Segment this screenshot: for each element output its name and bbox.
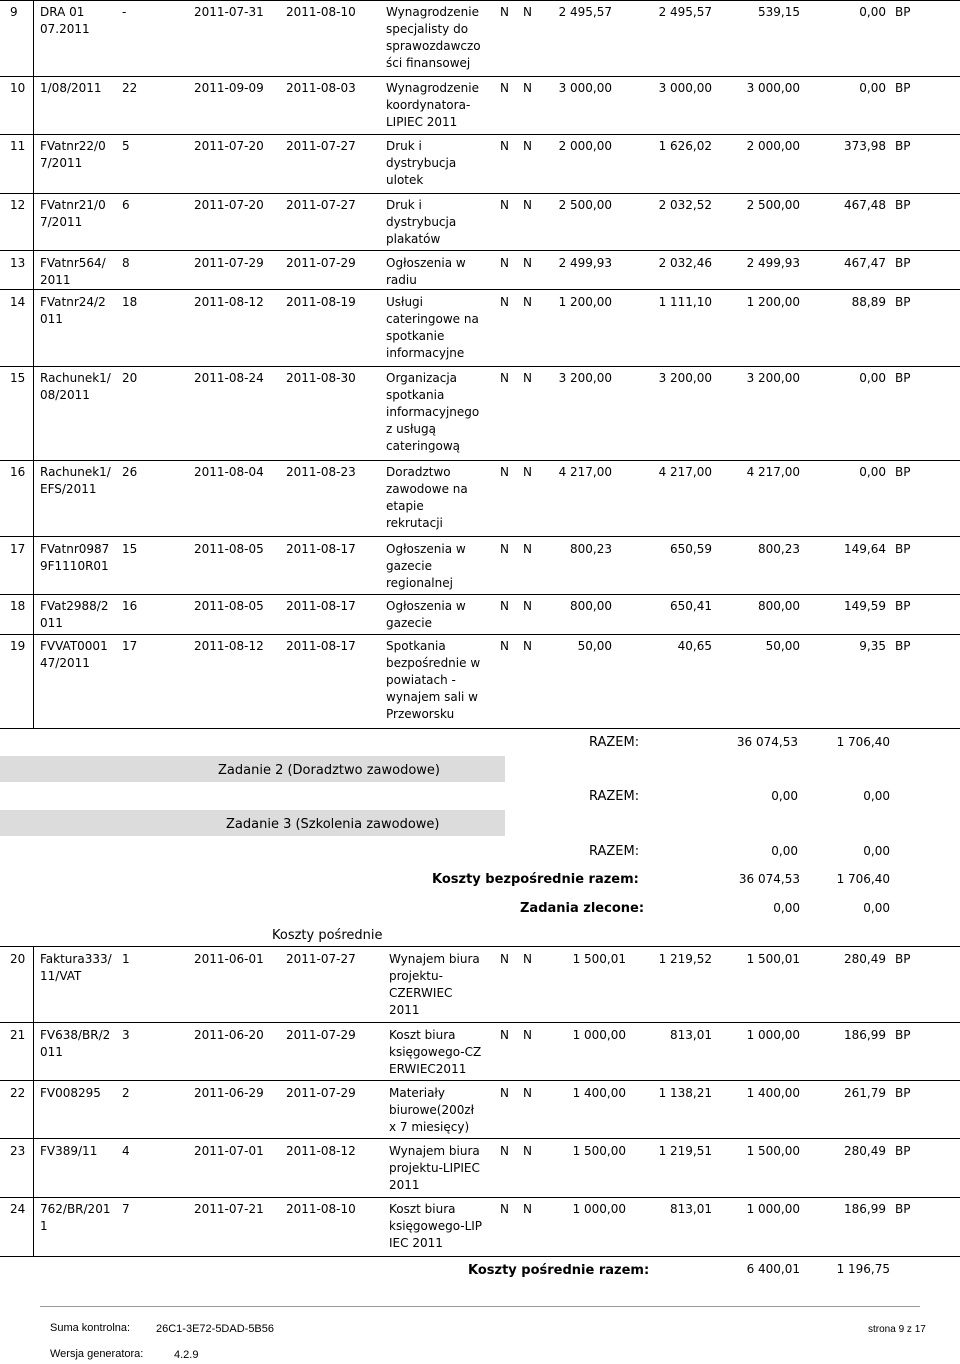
- page-number: strona 9 z 17: [868, 1324, 926, 1335]
- row-divider: [0, 1022, 960, 1023]
- flag-1: N: [500, 5, 509, 19]
- razem-amount: 36 074,53: [736, 735, 798, 749]
- cost-type: BP: [895, 1202, 911, 1216]
- issue-date: 2011-08-24: [194, 371, 264, 385]
- row-divider: [0, 1138, 960, 1139]
- net-amount: 4 217,00: [658, 465, 712, 479]
- direct-costs-vat: 1 706,40: [836, 872, 890, 886]
- eligible-amount: 800,23: [758, 542, 800, 556]
- expense-description: Wynajem biura projektu- CZERWIEC 2011: [389, 952, 480, 1017]
- gross-amount: 1 000,00: [572, 1028, 626, 1042]
- eligible-amount: 3 200,00: [746, 371, 800, 385]
- flag-1: N: [500, 371, 509, 385]
- row-number: 19: [10, 639, 26, 653]
- cost-type: BP: [895, 952, 911, 966]
- net-amount: 650,41: [670, 599, 712, 613]
- flag-2: N: [523, 465, 532, 479]
- issue-date: 2011-07-20: [194, 139, 264, 153]
- issue-date: 2011-07-21: [194, 1202, 264, 1216]
- document-number: FVatnr24/2 011: [40, 295, 106, 326]
- net-amount: 1 626,02: [658, 139, 712, 153]
- cost-type: BP: [895, 639, 911, 653]
- outsourced-amount: 0,00: [773, 901, 800, 915]
- gross-amount: 4 217,00: [558, 465, 612, 479]
- eligible-amount: 2 500,00: [746, 198, 800, 212]
- row-number: 13: [10, 256, 26, 270]
- payment-date: 2011-08-10: [286, 1202, 356, 1216]
- flag-1: N: [500, 139, 509, 153]
- expense-description: Doradztwo zawodowe na etapie rekrutacji: [386, 465, 468, 530]
- issue-date: 2011-07-20: [194, 198, 264, 212]
- expense-description: Druk i dystrybucja plakatów: [386, 198, 457, 246]
- row-divider: [0, 289, 960, 290]
- gross-amount: 3 000,00: [558, 81, 612, 95]
- vat-amount: 186,99: [844, 1028, 886, 1042]
- vat-amount: 280,49: [844, 1144, 886, 1158]
- vat-amount: 467,47: [844, 256, 886, 270]
- razem-label: RAZEM:: [589, 789, 640, 804]
- outsourced-vat: 0,00: [863, 901, 890, 915]
- flag-1: N: [500, 198, 509, 212]
- document-number: 1/08/2011: [40, 81, 102, 95]
- payment-date: 2011-08-17: [286, 639, 356, 653]
- row-divider: [0, 76, 960, 77]
- eligible-amount: 539,15: [758, 5, 800, 19]
- item-position: -: [122, 5, 127, 19]
- document-number: FVatnr564/ 2011: [40, 256, 106, 287]
- cost-type: BP: [895, 465, 911, 479]
- document-number: FV008295: [40, 1086, 101, 1100]
- column-divider: [33, 946, 34, 1256]
- gross-amount: 3 200,00: [558, 371, 612, 385]
- vat-amount: 0,00: [859, 81, 886, 95]
- vat-amount: 280,49: [844, 952, 886, 966]
- payment-date: 2011-08-30: [286, 371, 356, 385]
- row-divider: [0, 946, 960, 947]
- razem-label: RAZEM:: [589, 735, 640, 750]
- flag-1: N: [500, 81, 509, 95]
- flag-2: N: [523, 198, 532, 212]
- payment-date: 2011-07-27: [286, 139, 356, 153]
- row-divider: [0, 594, 960, 595]
- row-divider: [0, 250, 960, 251]
- column-divider: [33, 0, 34, 728]
- task-2-title: Zadanie 2 (Doradztwo zawodowe): [218, 763, 440, 778]
- flag-1: N: [500, 256, 509, 270]
- net-amount: 1 219,52: [658, 952, 712, 966]
- item-position: 17: [122, 639, 138, 653]
- gross-amount: 1 000,00: [572, 1202, 626, 1216]
- item-position: 4: [122, 1144, 130, 1158]
- flag-2: N: [523, 256, 532, 270]
- vat-amount: 467,48: [844, 198, 886, 212]
- indirect-costs-total-vat: 1 196,75: [836, 1262, 890, 1276]
- net-amount: 40,65: [677, 639, 712, 653]
- razem-amount: 0,00: [771, 789, 798, 803]
- issue-date: 2011-08-05: [194, 542, 264, 556]
- issue-date: 2011-08-05: [194, 599, 264, 613]
- checksum-value: 26C1-3E72-5DAD-5B56: [156, 1323, 275, 1335]
- gross-amount: 800,00: [570, 599, 612, 613]
- vat-amount: 0,00: [859, 465, 886, 479]
- checksum-label: Suma kontrolna:: [50, 1322, 131, 1334]
- issue-date: 2011-06-29: [194, 1086, 264, 1100]
- net-amount: 1 219,51: [658, 1144, 712, 1158]
- flag-2: N: [523, 295, 532, 309]
- cost-type: BP: [895, 542, 911, 556]
- direct-costs-label: Koszty bezpośrednie razem:: [432, 872, 639, 887]
- vat-amount: 373,98: [844, 139, 886, 153]
- gross-amount: 1 400,00: [572, 1086, 626, 1100]
- item-position: 15: [122, 542, 138, 556]
- vat-amount: 9,35: [859, 639, 886, 653]
- eligible-amount: 1 000,00: [746, 1028, 800, 1042]
- row-divider: [0, 460, 960, 461]
- payment-date: 2011-08-17: [286, 599, 356, 613]
- item-position: 16: [122, 599, 138, 613]
- net-amount: 1 111,10: [658, 295, 712, 309]
- gross-amount: 1 500,00: [572, 1144, 626, 1158]
- footer-divider: [40, 1306, 920, 1307]
- row-number: 23: [10, 1144, 26, 1158]
- expense-description: Koszt biura księgowego-CZ ERWIEC2011: [389, 1028, 482, 1076]
- row-divider: [0, 1256, 960, 1257]
- flag-1: N: [500, 1028, 509, 1042]
- vat-amount: 186,99: [844, 1202, 886, 1216]
- direct-costs-amount: 36 074,53: [738, 872, 800, 886]
- expense-description: Ogłoszenia w radiu: [386, 256, 466, 287]
- gross-amount: 50,00: [577, 639, 612, 653]
- cost-type: BP: [895, 1086, 911, 1100]
- expense-description: Koszt biura księgowego-LIP IEC 2011: [389, 1202, 483, 1250]
- item-position: 22: [122, 81, 138, 95]
- issue-date: 2011-06-01: [194, 952, 264, 966]
- gross-amount: 800,23: [570, 542, 612, 556]
- expense-description: Druk i dystrybucja ulotek: [386, 139, 457, 187]
- task-3-title: Zadanie 3 (Szkolenia zawodowe): [226, 817, 440, 832]
- item-position: 7: [122, 1202, 130, 1216]
- vat-amount: 149,64: [844, 542, 886, 556]
- document-number: FV638/BR/2 011: [40, 1028, 111, 1059]
- eligible-amount: 1 500,01: [746, 952, 800, 966]
- item-position: 6: [122, 198, 130, 212]
- flag-2: N: [523, 139, 532, 153]
- eligible-amount: 1 000,00: [746, 1202, 800, 1216]
- issue-date: 2011-07-01: [194, 1144, 264, 1158]
- flag-1: N: [500, 542, 509, 556]
- eligible-amount: 4 217,00: [746, 465, 800, 479]
- document-number: FVatnr22/0 7/2011: [40, 139, 106, 170]
- razem-amount: 0,00: [771, 844, 798, 858]
- expense-description: Materiały biurowe(200zł x 7 miesięcy): [389, 1086, 475, 1134]
- row-number: 22: [10, 1086, 26, 1100]
- document-number: FVat2988/2 011: [40, 599, 109, 630]
- row-divider: [0, 1080, 960, 1081]
- issue-date: 2011-09-09: [194, 81, 264, 95]
- flag-2: N: [523, 542, 532, 556]
- vat-amount: 0,00: [859, 5, 886, 19]
- issue-date: 2011-07-29: [194, 256, 264, 270]
- flag-1: N: [500, 1144, 509, 1158]
- indirect-costs-total-amount: 6 400,01: [746, 1262, 800, 1276]
- eligible-amount: 1 500,00: [746, 1144, 800, 1158]
- payment-date: 2011-08-23: [286, 465, 356, 479]
- net-amount: 650,59: [670, 542, 712, 556]
- cost-type: BP: [895, 1144, 911, 1158]
- row-number: 20: [10, 952, 26, 966]
- payment-date: 2011-08-10: [286, 5, 356, 19]
- row-number: 24: [10, 1202, 26, 1216]
- net-amount: 2 032,52: [658, 198, 712, 212]
- indirect-costs-title: Koszty pośrednie: [272, 928, 383, 943]
- razem-vat: 1 706,40: [836, 735, 890, 749]
- row-number: 15: [10, 371, 26, 385]
- net-amount: 2 032,46: [658, 256, 712, 270]
- flag-2: N: [523, 1086, 532, 1100]
- vat-amount: 0,00: [859, 371, 886, 385]
- eligible-amount: 3 000,00: [746, 81, 800, 95]
- item-position: 5: [122, 139, 130, 153]
- row-number: 10: [10, 81, 26, 95]
- item-position: 1: [122, 952, 130, 966]
- row-number: 12: [10, 198, 26, 212]
- net-amount: 3 200,00: [658, 371, 712, 385]
- cost-type: BP: [895, 5, 911, 19]
- vat-amount: 149,59: [844, 599, 886, 613]
- cost-type: BP: [895, 198, 911, 212]
- issue-date: 2011-06-20: [194, 1028, 264, 1042]
- flag-1: N: [500, 465, 509, 479]
- issue-date: 2011-08-12: [194, 295, 264, 309]
- document-number: FVatnr21/0 7/2011: [40, 198, 106, 229]
- row-number: 14: [10, 295, 26, 309]
- issue-date: 2011-07-31: [194, 5, 264, 19]
- flag-2: N: [523, 1028, 532, 1042]
- item-position: 18: [122, 295, 138, 309]
- payment-date: 2011-07-27: [286, 952, 356, 966]
- payment-date: 2011-07-29: [286, 256, 356, 270]
- document-number: FVVAT0001 47/2011: [40, 639, 108, 670]
- flag-2: N: [523, 371, 532, 385]
- cost-type: BP: [895, 1028, 911, 1042]
- eligible-amount: 1 400,00: [746, 1086, 800, 1100]
- flag-1: N: [500, 599, 509, 613]
- row-number: 9: [10, 5, 18, 19]
- flag-1: N: [500, 1202, 509, 1216]
- flag-2: N: [523, 952, 532, 966]
- flag-1: N: [500, 295, 509, 309]
- vat-amount: 88,89: [851, 295, 886, 309]
- razem-vat: 0,00: [863, 844, 890, 858]
- row-number: 18: [10, 599, 26, 613]
- indirect-costs-total-label: Koszty pośrednie razem:: [468, 1263, 650, 1278]
- item-position: 3: [122, 1028, 130, 1042]
- net-amount: 3 000,00: [658, 81, 712, 95]
- cost-type: BP: [895, 599, 911, 613]
- row-number: 11: [10, 139, 26, 153]
- flag-1: N: [500, 1086, 509, 1100]
- generator-label: Wersja generatora:: [50, 1348, 144, 1360]
- flag-1: N: [500, 639, 509, 653]
- gross-amount: 2 000,00: [558, 139, 612, 153]
- row-number: 17: [10, 542, 26, 556]
- gross-amount: 2 495,57: [558, 5, 612, 19]
- gross-amount: 2 499,93: [558, 256, 612, 270]
- eligible-amount: 50,00: [765, 639, 800, 653]
- payment-date: 2011-08-03: [286, 81, 356, 95]
- row-number: 16: [10, 465, 26, 479]
- flag-2: N: [523, 81, 532, 95]
- payment-date: 2011-08-19: [286, 295, 356, 309]
- net-amount: 1 138,21: [658, 1086, 712, 1100]
- flag-2: N: [523, 599, 532, 613]
- flag-2: N: [523, 1202, 532, 1216]
- flag-1: N: [500, 952, 509, 966]
- item-position: 8: [122, 256, 130, 270]
- net-amount: 813,01: [670, 1202, 712, 1216]
- expense-description: Spotkania bezpośrednie w powiatach - wynajem sali w Przeworsku: [386, 639, 481, 721]
- document-number: Faktura333/ 11/VAT: [40, 952, 112, 983]
- cost-type: BP: [895, 256, 911, 270]
- expense-description: Organizacja spotkania informacyjnego z usługą cateringową: [386, 371, 480, 453]
- payment-date: 2011-08-17: [286, 542, 356, 556]
- row-divider: [0, 728, 960, 729]
- expense-description: Ogłoszenia w gazecie: [386, 599, 466, 630]
- cost-type: BP: [895, 139, 911, 153]
- net-amount: 813,01: [670, 1028, 712, 1042]
- expense-description: Usługi cateringowe na spotkanie informacyjne: [386, 295, 479, 360]
- item-position: 2: [122, 1086, 130, 1100]
- document-number: Rachunek1/ EFS/2011: [40, 465, 111, 496]
- outsourced-label: Zadania zlecone:: [520, 901, 645, 916]
- row-divider: [0, 1197, 960, 1198]
- row-number: 21: [10, 1028, 26, 1042]
- document-number: FV389/11: [40, 1144, 98, 1158]
- row-divider: [0, 536, 960, 537]
- item-position: 20: [122, 371, 138, 385]
- cost-type: BP: [895, 371, 911, 385]
- cost-type: BP: [895, 81, 911, 95]
- document-number: Rachunek1/ 08/2011: [40, 371, 111, 402]
- document-number: FVatnr0987 9F1110R01: [40, 542, 110, 573]
- payment-date: 2011-07-29: [286, 1086, 356, 1100]
- flag-2: N: [523, 639, 532, 653]
- gross-amount: 2 500,00: [558, 198, 612, 212]
- payment-date: 2011-07-27: [286, 198, 356, 212]
- flag-2: N: [523, 5, 532, 19]
- gross-amount: 1 200,00: [558, 295, 612, 309]
- expense-description: Wynagrodzenie specjalisty do sprawozdawczo ści finansowej: [386, 5, 481, 70]
- flag-2: N: [523, 1144, 532, 1158]
- expense-description: Wynagrodzenie koordynatora- LIPIEC 2011: [386, 81, 479, 129]
- eligible-amount: 800,00: [758, 599, 800, 613]
- generator-version: 4.2.9: [174, 1349, 199, 1361]
- row-divider: [0, 193, 960, 194]
- eligible-amount: 1 200,00: [746, 295, 800, 309]
- eligible-amount: 2 499,93: [746, 256, 800, 270]
- razem-vat: 0,00: [863, 789, 890, 803]
- net-amount: 2 495,57: [658, 5, 712, 19]
- issue-date: 2011-08-04: [194, 465, 264, 479]
- gross-amount: 1 500,01: [572, 952, 626, 966]
- row-divider: [0, 134, 960, 135]
- eligible-amount: 2 000,00: [746, 139, 800, 153]
- cost-type: BP: [895, 295, 911, 309]
- expense-description: Ogłoszenia w gazecie regionalnej: [386, 542, 466, 590]
- issue-date: 2011-08-12: [194, 639, 264, 653]
- row-divider: [0, 366, 960, 367]
- vat-amount: 261,79: [844, 1086, 886, 1100]
- row-divider: [0, 0, 960, 1]
- expense-description: Wynajem biura projektu-LIPIEC 2011: [389, 1144, 480, 1192]
- payment-date: 2011-07-29: [286, 1028, 356, 1042]
- payment-date: 2011-08-12: [286, 1144, 356, 1158]
- razem-label: RAZEM:: [589, 844, 640, 859]
- document-number: 762/BR/201 1: [40, 1202, 111, 1233]
- document-number: DRA 01 07.2011: [40, 5, 90, 36]
- row-divider: [0, 634, 960, 635]
- item-position: 26: [122, 465, 138, 479]
